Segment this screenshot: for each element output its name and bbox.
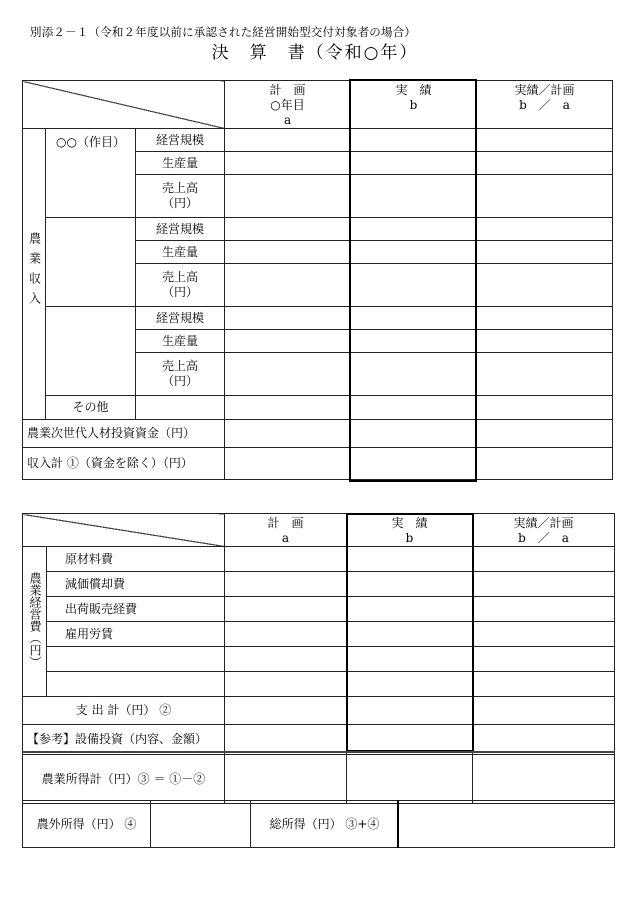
- input-cell[interactable]: [225, 725, 347, 755]
- input-cell[interactable]: [477, 420, 613, 448]
- farm-expense-label: 農業経営費（円）: [23, 547, 47, 697]
- input-cell[interactable]: [225, 307, 351, 330]
- input-cell[interactable]: [473, 672, 615, 697]
- input-cell[interactable]: [351, 241, 477, 264]
- row-label-production: 生産量: [136, 241, 225, 264]
- input-cell[interactable]: [151, 801, 251, 848]
- input-cell[interactable]: [477, 353, 613, 396]
- input-cell[interactable]: [477, 264, 613, 307]
- row-label-farm-income: 農業所得計（円）③ ＝ ①－②: [23, 755, 225, 804]
- input-cell[interactable]: [477, 307, 613, 330]
- header-diagonal-cell: [23, 81, 225, 129]
- input-cell[interactable]: [347, 647, 473, 672]
- input-cell[interactable]: [347, 622, 473, 647]
- input-cell[interactable]: [351, 152, 477, 175]
- input-cell[interactable]: [477, 129, 613, 152]
- blank-item-cell[interactable]: [47, 672, 225, 697]
- input-cell[interactable]: [477, 218, 613, 241]
- row-label-materials: 原材料費: [47, 547, 225, 572]
- input-cell[interactable]: [225, 597, 347, 622]
- input-cell[interactable]: [347, 597, 473, 622]
- row-label-income-total: 収入計 ①（資金を除く）（円）: [23, 448, 225, 480]
- input-cell[interactable]: [225, 396, 351, 420]
- row-label-wages: 雇用労賃: [47, 622, 225, 647]
- input-cell[interactable]: [473, 597, 615, 622]
- input-cell[interactable]: [225, 448, 351, 480]
- input-cell[interactable]: [347, 672, 473, 697]
- row-label-fund: 農業次世代人材投資資金（円）: [23, 420, 225, 448]
- input-cell[interactable]: [473, 697, 615, 725]
- input-cell[interactable]: [473, 572, 615, 597]
- input-cell[interactable]: [351, 129, 477, 152]
- input-cell[interactable]: [225, 697, 347, 725]
- input-cell[interactable]: [225, 622, 347, 647]
- input-cell[interactable]: [351, 420, 477, 448]
- income-table: [22, 80, 613, 480]
- input-cell[interactable]: [225, 330, 351, 353]
- farm-income-label: 農業収入: [23, 129, 46, 420]
- input-cell[interactable]: [351, 396, 477, 420]
- input-cell[interactable]: [225, 175, 351, 218]
- row-label-other: その他: [46, 396, 136, 420]
- plan-column-header: 計 画 a: [225, 514, 347, 547]
- plan-column-header: 計 画 ○年目 a: [225, 81, 351, 129]
- ratio-column-header: 実績／計画 b ／ a: [473, 514, 615, 547]
- annex-note: 別添２－１（令和２年度以前に承認された経営開始型交付対象者の場合）: [30, 25, 417, 39]
- input-cell[interactable]: [225, 129, 351, 152]
- input-cell[interactable]: [136, 396, 225, 420]
- input-cell[interactable]: [477, 175, 613, 218]
- crop-name-cell[interactable]: [46, 218, 136, 307]
- input-cell[interactable]: [351, 307, 477, 330]
- row-label-expense-total: 支 出 計（円） ②: [23, 697, 225, 725]
- input-cell[interactable]: [477, 448, 613, 480]
- input-cell[interactable]: [225, 572, 347, 597]
- input-cell[interactable]: [351, 353, 477, 396]
- input-cell[interactable]: [347, 572, 473, 597]
- input-cell[interactable]: [351, 175, 477, 218]
- input-cell[interactable]: [473, 725, 615, 755]
- input-cell[interactable]: [347, 547, 473, 572]
- input-cell[interactable]: [477, 241, 613, 264]
- total-income-divider: [397, 800, 399, 848]
- input-cell[interactable]: [351, 448, 477, 480]
- input-cell[interactable]: [225, 241, 351, 264]
- input-cell[interactable]: [347, 755, 473, 804]
- input-cell[interactable]: [477, 396, 613, 420]
- input-cell[interactable]: [473, 547, 615, 572]
- actual-column-header: 実 績 b: [351, 81, 477, 129]
- input-cell[interactable]: [225, 218, 351, 241]
- input-cell[interactable]: [477, 330, 613, 353]
- row-label-total-income: 総所得（円） ③+④: [251, 801, 399, 848]
- row-label-outside-income: 農外所得（円） ④: [23, 801, 151, 848]
- row-label-shipping: 出荷販売経費: [47, 597, 225, 622]
- input-cell[interactable]: [399, 801, 615, 848]
- row-label-production: 生産量: [136, 330, 225, 353]
- input-cell[interactable]: [225, 755, 347, 804]
- crop-name-label: ○○（作目）: [46, 129, 136, 218]
- input-cell[interactable]: [347, 725, 473, 755]
- input-cell[interactable]: [347, 697, 473, 725]
- input-cell[interactable]: [225, 547, 347, 572]
- input-cell[interactable]: [225, 672, 347, 697]
- input-cell[interactable]: [351, 218, 477, 241]
- row-label-scale: 経営規模: [136, 129, 225, 152]
- input-cell[interactable]: [473, 755, 615, 804]
- input-cell[interactable]: [225, 152, 351, 175]
- row-label-production: 生産量: [136, 152, 225, 175]
- input-cell[interactable]: [225, 353, 351, 396]
- input-cell[interactable]: [351, 330, 477, 353]
- input-cell[interactable]: [225, 647, 347, 672]
- blank-item-cell[interactable]: [47, 647, 225, 672]
- double-rule-divider: [22, 751, 615, 753]
- page-title: 決 算 書（令和○年）: [211, 43, 419, 63]
- ratio-column-header: 実績／計画 b ／ a: [477, 81, 613, 129]
- input-cell[interactable]: [477, 152, 613, 175]
- header-diagonal-cell: [23, 514, 225, 547]
- input-cell[interactable]: [473, 622, 615, 647]
- row-label-depreciation: 減価償却費: [47, 572, 225, 597]
- input-cell[interactable]: [351, 264, 477, 307]
- row-label-sales: 売上高 （円）: [136, 175, 225, 218]
- input-cell[interactable]: [225, 264, 351, 307]
- input-cell[interactable]: [225, 420, 351, 448]
- input-cell[interactable]: [473, 647, 615, 672]
- row-label-sales: 売上高 （円）: [136, 264, 225, 307]
- row-label-scale: 経営規模: [136, 307, 225, 330]
- expense-table: [22, 513, 615, 804]
- row-label-capital-investment: 【参考】設備投資（内容、金額）: [23, 725, 225, 755]
- actual-column-header: 実 績 b: [347, 514, 473, 547]
- crop-name-cell[interactable]: [46, 307, 136, 396]
- row-label-sales: 売上高 （円）: [136, 353, 225, 396]
- row-label-scale: 経営規模: [136, 218, 225, 241]
- total-income-table: [22, 800, 615, 848]
